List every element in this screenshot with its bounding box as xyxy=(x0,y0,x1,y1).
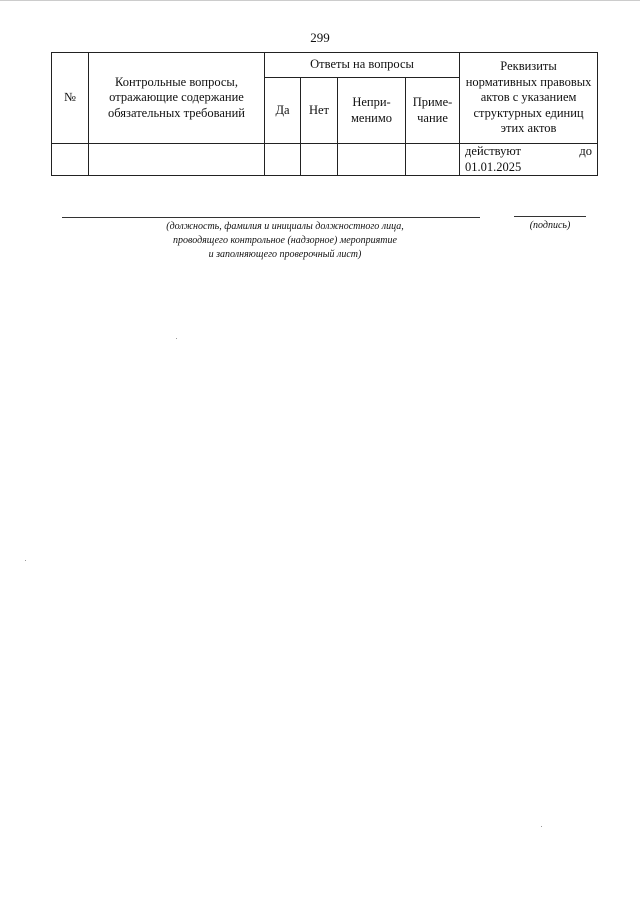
scan-speck xyxy=(176,338,177,339)
position-caption-line1: (должность, фамилия и инициалы должностного лица, xyxy=(166,221,404,232)
position-name-caption xyxy=(110,220,460,261)
cell-no xyxy=(301,144,338,176)
scan-top-edge xyxy=(0,0,640,1)
signature-caption: (подпись) xyxy=(529,220,571,231)
page-number: 299 xyxy=(310,30,330,45)
header-note xyxy=(406,78,460,144)
scan-speck xyxy=(25,560,26,561)
header-no: Нет xyxy=(301,78,338,144)
cell-yes xyxy=(265,144,301,176)
header-answers-group: Ответы на вопросы xyxy=(265,53,460,78)
header-not-applicable-line2: менимо xyxy=(351,110,392,125)
position-name-line xyxy=(62,217,480,218)
header-note-line2: чание xyxy=(417,110,448,125)
cell-question xyxy=(89,144,265,176)
cell-note xyxy=(406,144,460,176)
header-not-applicable-line1: Непри- xyxy=(352,94,391,109)
cell-requisites xyxy=(460,144,598,176)
requisites-word-until: до xyxy=(579,144,593,158)
header-requisites: Реквизиты нормативных правовых актов с указанием структурных единиц этих актов xyxy=(460,53,598,144)
cell-number xyxy=(52,144,89,176)
signature-line xyxy=(514,216,586,217)
header-number: № xyxy=(52,53,89,144)
header-not-applicable xyxy=(338,78,406,144)
checklist-table xyxy=(51,52,598,176)
scan-speck xyxy=(541,826,542,827)
header-yes: Да xyxy=(265,78,301,144)
position-caption-line3: и заполняющего проверочный лист) xyxy=(208,248,362,260)
requisites-word-valid: действуют xyxy=(465,144,522,158)
cell-not-applicable xyxy=(338,144,406,176)
header-questions: Контрольные вопросы, отражающие содержание обязательных требований xyxy=(89,53,265,144)
requisites-date: 01.01.2025 xyxy=(465,159,522,174)
table-row xyxy=(52,144,598,176)
header-note-line1: Приме- xyxy=(412,94,453,109)
position-caption-line2: проводящего контрольное (надзорное) мероприятие xyxy=(173,234,397,246)
